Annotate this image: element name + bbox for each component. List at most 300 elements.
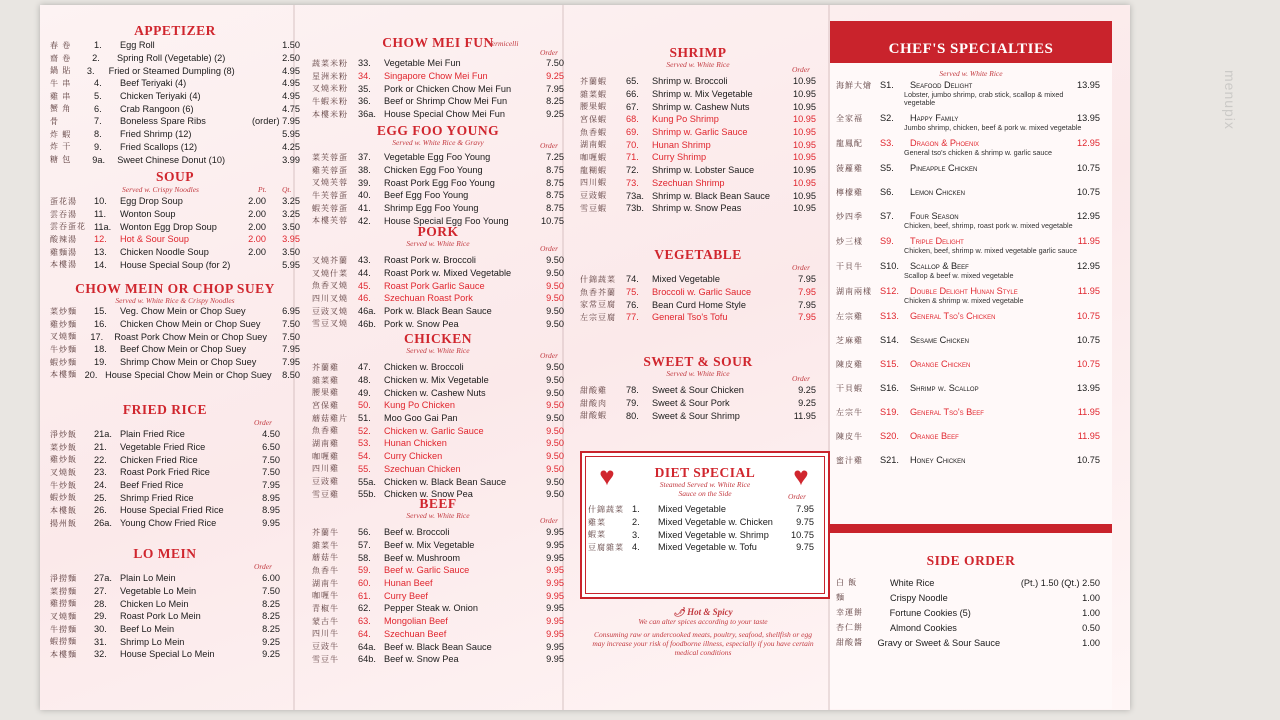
item-number: 65. bbox=[626, 76, 639, 87]
price-quart: 5.95 bbox=[282, 259, 300, 270]
item-number: 47. bbox=[358, 362, 371, 373]
item-name: Young Chow Fried Rice bbox=[120, 518, 217, 529]
item-name: Hunan Beef bbox=[384, 578, 433, 589]
item-name: Vegetable Mei Fun bbox=[384, 58, 461, 69]
item-name: Crispy Noodle bbox=[890, 592, 948, 603]
item-name: Singapore Chow Mei Fun bbox=[384, 71, 488, 82]
item-price: 7.50 bbox=[282, 319, 300, 330]
menu-item-row bbox=[580, 151, 816, 164]
item-price: 4.25 bbox=[282, 141, 300, 152]
appetizer-section bbox=[50, 23, 300, 166]
item-price: 10.75 bbox=[1077, 455, 1100, 465]
menu-item-row bbox=[312, 386, 564, 399]
chinese-name: 魚香蝦 bbox=[580, 127, 607, 137]
chinese-name: 蝦炒飯 bbox=[50, 493, 77, 503]
chinese-name: 魚香牛 bbox=[312, 565, 339, 575]
item-number: 46a. bbox=[358, 306, 376, 317]
item-number: 64a. bbox=[358, 641, 376, 652]
chinese-name: 叉燒麵 bbox=[50, 611, 77, 621]
item-number: 56. bbox=[358, 527, 371, 538]
menu-item-row bbox=[50, 597, 280, 610]
menu-item-row bbox=[580, 409, 816, 422]
menu-item-row bbox=[50, 90, 300, 103]
chinese-name: 雞芙蓉蛋 bbox=[312, 165, 348, 175]
item-name: Roast Pork Chow Mein or Chop Suey bbox=[114, 331, 267, 342]
price-pint: 2.00 bbox=[248, 247, 266, 258]
item-name: Sweet & Sour Chicken bbox=[652, 385, 744, 396]
heart-icon: ♥ bbox=[793, 461, 809, 491]
item-number: 57. bbox=[358, 540, 371, 551]
watermark: menupix bbox=[1222, 70, 1238, 130]
menu-item-row bbox=[50, 39, 300, 52]
item-number: 79. bbox=[626, 398, 639, 409]
chinese-name: 咖喱牛 bbox=[312, 591, 339, 601]
order-label: Order bbox=[540, 351, 559, 360]
item-number: 21a. bbox=[94, 429, 112, 440]
order-label: Order bbox=[540, 141, 559, 150]
menu-item-row bbox=[580, 298, 816, 311]
item-name: Szechuan Shrimp bbox=[652, 177, 725, 188]
item-number: 62. bbox=[358, 603, 371, 614]
item-price: 8.25 bbox=[262, 611, 280, 622]
item-number: 48. bbox=[358, 375, 371, 386]
item-price: 9.50 bbox=[546, 306, 564, 317]
chinese-name: 芝麻雞 bbox=[836, 335, 863, 345]
chinese-name: 甜酸蝦 bbox=[580, 411, 607, 421]
item-name: Mongolian Beef bbox=[384, 616, 448, 627]
item-price: 3.99 bbox=[282, 154, 300, 165]
chinese-name: 牛芙蓉蛋 bbox=[312, 190, 348, 200]
item-name: Shrimp w. Garlic Sauce bbox=[652, 127, 748, 138]
item-price: 8.95 bbox=[262, 492, 280, 503]
menu-item-row bbox=[312, 317, 564, 330]
specialty-item bbox=[830, 358, 1112, 370]
chinese-name: 炸 蝦 bbox=[50, 129, 72, 139]
chowmein-section bbox=[50, 281, 300, 381]
item-name: Roast Pork w. Mixed Vegetable bbox=[384, 268, 512, 279]
item-code: S21. bbox=[880, 455, 899, 465]
item-price: 10.95 bbox=[793, 114, 816, 125]
item-price: 9.50 bbox=[546, 280, 564, 291]
item-number: 71. bbox=[626, 152, 639, 163]
chinese-name: 雪豆蝦 bbox=[580, 203, 607, 213]
item-number: 12. bbox=[94, 234, 107, 245]
item-name: Bean Curd Home Style bbox=[652, 299, 746, 310]
item-number: 58. bbox=[358, 552, 371, 563]
item-number: 5. bbox=[94, 91, 102, 102]
specialty-line bbox=[830, 358, 1112, 370]
chinese-name: 雪豆牛 bbox=[312, 654, 339, 664]
item-number: 76. bbox=[626, 299, 639, 310]
menu-item-row bbox=[312, 267, 564, 280]
order-label: Order bbox=[254, 562, 273, 571]
chinese-name: 菜芙蓉蛋 bbox=[312, 152, 348, 162]
item-price: 9.95 bbox=[546, 565, 564, 576]
sweetsour-section bbox=[580, 354, 816, 422]
item-price: 9.95 bbox=[546, 628, 564, 639]
divider-bar bbox=[830, 524, 1112, 533]
chinese-name: 本樓麵 bbox=[50, 370, 77, 380]
heart-icon: ♥ bbox=[599, 461, 615, 491]
menu-item-row bbox=[312, 564, 564, 577]
specialty-item bbox=[830, 137, 1112, 157]
item-price: 9.95 bbox=[546, 603, 564, 614]
chinese-name: 什錦蔬菜 bbox=[580, 274, 616, 284]
chinese-name: 芥蘭雞 bbox=[312, 362, 339, 372]
specialty-item bbox=[830, 285, 1112, 305]
item-price: 7.50 bbox=[262, 586, 280, 597]
item-number: 77. bbox=[626, 312, 639, 323]
item-code: S16. bbox=[880, 383, 899, 393]
item-name: Beef w. Garlic Sauce bbox=[384, 565, 470, 576]
item-price: 9.95 bbox=[546, 540, 564, 551]
item-number: 35. bbox=[358, 83, 371, 94]
item-price: 10.95 bbox=[793, 76, 816, 87]
chinese-name: 四川牛 bbox=[312, 629, 339, 639]
item-number: 55b. bbox=[358, 489, 376, 500]
chinese-name: 幸運餅 bbox=[836, 608, 863, 617]
item-name: Beef or Shrimp Chow Mei Fun bbox=[384, 96, 508, 107]
item-number: 68. bbox=[626, 114, 639, 125]
item-price: 4.50 bbox=[262, 429, 280, 440]
menu-item-row bbox=[580, 189, 816, 202]
menu-item-row bbox=[50, 368, 300, 381]
item-name: Szechuan Roast Pork bbox=[384, 293, 473, 304]
item-price: 8.75 bbox=[546, 177, 564, 188]
menu-item-row bbox=[312, 399, 564, 412]
item-price: 8.25 bbox=[262, 624, 280, 635]
health-warning: Consuming raw or undercooked meats, poultry, seafood, shellfish or egg may increase your risk of foodborne illness, especially if you have certain medical conditions bbox=[592, 630, 814, 657]
item-price: 7.95 bbox=[262, 480, 280, 491]
item-description: General tso's chicken & shrimp w. garlic sauce bbox=[904, 148, 1052, 157]
section-subtitle: Served w. Crispy Noodles bbox=[122, 185, 199, 194]
item-number: 37. bbox=[358, 152, 371, 163]
chinese-name: 湖南牛 bbox=[312, 578, 339, 588]
menu-item-row bbox=[50, 52, 300, 65]
item-price: 9.50 bbox=[546, 425, 564, 436]
price-quart: 3.25 bbox=[282, 196, 300, 207]
item-name: House Special Soup (for 2) bbox=[120, 259, 231, 270]
chinese-name: 菠蘿雞 bbox=[836, 163, 863, 173]
chinese-name: 淨炒飯 bbox=[50, 429, 77, 439]
item-name: General Tso's Tofu bbox=[652, 312, 728, 323]
item-price: 9.50 bbox=[546, 438, 564, 449]
item-price: 9.95 bbox=[546, 654, 564, 665]
lomein-section bbox=[50, 546, 280, 661]
chinese-name: 檸檬雞 bbox=[836, 187, 863, 197]
item-number: 19. bbox=[94, 357, 107, 368]
item-number: 61. bbox=[358, 590, 371, 601]
item-price: 8.50 bbox=[282, 369, 300, 380]
side-order-row bbox=[836, 635, 1106, 650]
chowmeifun-section bbox=[312, 35, 564, 120]
item-price: 7.50 bbox=[262, 454, 280, 465]
section-title: SOUP bbox=[155, 169, 194, 184]
item-price: 4.95 bbox=[282, 65, 300, 76]
menu-item-row bbox=[50, 102, 300, 115]
menu-item-row bbox=[312, 653, 564, 666]
chinese-name: 淨撈麵 bbox=[50, 573, 77, 583]
item-price: 9.50 bbox=[546, 463, 564, 474]
price-pint: 2.00 bbox=[248, 234, 266, 245]
section-title: LO MEIN bbox=[133, 546, 197, 561]
chinese-name: 四川叉燒 bbox=[312, 293, 348, 303]
item-name: Plain Fried Rice bbox=[120, 429, 185, 440]
item-name: Szechuan Chicken bbox=[384, 463, 461, 474]
menu-item-row bbox=[312, 450, 564, 463]
chinese-name: 咖喱蝦 bbox=[580, 152, 607, 162]
item-number: 50. bbox=[358, 400, 371, 411]
item-name: Broccoli w. Garlic Sauce bbox=[652, 287, 752, 298]
chinese-name: 雲吞蛋花 bbox=[50, 222, 86, 232]
item-name: Beef Teriyaki (4) bbox=[120, 78, 187, 89]
item-number: 22. bbox=[94, 454, 107, 465]
item-price: 10.95 bbox=[793, 101, 816, 112]
item-name: Curry Chicken bbox=[384, 451, 443, 462]
item-number: 4. bbox=[632, 542, 640, 553]
menu-sheet bbox=[40, 5, 1130, 710]
item-number: 1. bbox=[632, 504, 640, 515]
item-price: 7.95 bbox=[546, 83, 564, 94]
item-price: (Pt.) 1.50 (Qt.) 2.50 bbox=[1020, 577, 1100, 588]
item-number: 31. bbox=[94, 636, 107, 647]
item-number: 63. bbox=[358, 616, 371, 627]
item-number: 73b. bbox=[626, 203, 644, 214]
item-number: 69. bbox=[626, 127, 639, 138]
item-price: 9.95 bbox=[262, 518, 280, 529]
section-title: CHEF'S SPECIALTIES bbox=[888, 41, 1054, 57]
chinese-name: 蝦芙蓉蛋 bbox=[312, 203, 348, 213]
order-label: Order bbox=[540, 516, 559, 525]
menu-item-row bbox=[312, 292, 564, 305]
item-price: 11.95 bbox=[1077, 286, 1100, 296]
item-number: 66. bbox=[626, 89, 639, 100]
item-name: House Special Lo Mein bbox=[120, 649, 215, 660]
menu-item-row bbox=[580, 138, 816, 151]
order-label: Order bbox=[788, 492, 807, 501]
item-name: Vegetable Egg Foo Young bbox=[384, 152, 491, 163]
item-code: S12. bbox=[880, 286, 899, 296]
menu-item-row bbox=[580, 88, 816, 101]
item-number: 25. bbox=[94, 492, 107, 503]
price-quart: 3.50 bbox=[282, 247, 300, 258]
menu-item-row bbox=[312, 57, 564, 70]
section-subtitle: Served w. White Rice bbox=[939, 69, 1003, 78]
item-price: 8.25 bbox=[262, 598, 280, 609]
item-number: 16. bbox=[94, 319, 107, 330]
item-code: S20. bbox=[880, 431, 899, 441]
item-price: 7.95 bbox=[282, 344, 300, 355]
item-description: Lobster, jumbo shrimp, crab stick, scallop & mixed vegetable bbox=[904, 90, 1064, 107]
chinese-name: 青椒牛 bbox=[312, 603, 339, 613]
item-price: 10.95 bbox=[793, 139, 816, 150]
item-price: 10.75 bbox=[1077, 163, 1100, 173]
item-price: 2.50 bbox=[282, 53, 301, 64]
section-title: CHOW MEI FUN bbox=[382, 35, 494, 50]
order-label: Order bbox=[254, 418, 273, 427]
item-name: Shrimp Fried Rice bbox=[120, 492, 194, 503]
item-name: Hunan Chicken bbox=[384, 438, 447, 449]
section-title: SIDE ORDER bbox=[926, 553, 1016, 568]
chinese-name: 蝦炒麵 bbox=[50, 357, 77, 367]
item-name: Chicken w. Broccoli bbox=[384, 362, 464, 373]
section-title: BEEF bbox=[419, 496, 457, 511]
footnote bbox=[588, 608, 818, 657]
chinese-name: 雞麵湯 bbox=[50, 247, 77, 257]
item-price: 9.50 bbox=[546, 489, 564, 500]
item-number: 11a. bbox=[94, 221, 112, 232]
item-number: 34. bbox=[358, 71, 371, 82]
item-price: 12.95 bbox=[1077, 211, 1100, 221]
item-number: 46b. bbox=[358, 318, 376, 329]
item-number: 27. bbox=[94, 586, 107, 597]
menu-item-row bbox=[312, 577, 564, 590]
specialty-item bbox=[830, 430, 1112, 442]
item-number: 18. bbox=[94, 344, 107, 355]
chinese-name: 四川蝦 bbox=[580, 178, 607, 188]
item-name: Kung Po Shrimp bbox=[652, 114, 719, 125]
item-name: Beef w. Broccoli bbox=[384, 527, 450, 538]
chinese-name: 蘑菇雞片 bbox=[312, 413, 348, 423]
item-number: 52. bbox=[358, 425, 371, 436]
chinese-name: 四川雞 bbox=[312, 464, 339, 474]
item-name: Orange Chicken bbox=[910, 359, 971, 369]
section-subtitle: Served w. White Rice & Gravy bbox=[392, 138, 484, 147]
item-name: Roast Pork Garlic Sauce bbox=[384, 280, 485, 291]
item-price: 1.00 bbox=[1082, 607, 1100, 618]
item-price: 7.50 bbox=[262, 467, 280, 478]
specialty-item bbox=[830, 186, 1112, 198]
item-number: 3. bbox=[86, 65, 95, 76]
item-number: 13. bbox=[94, 247, 107, 258]
section-subtitle: Vermicelli bbox=[488, 39, 519, 48]
item-number: 59. bbox=[358, 565, 371, 576]
menu-item-row bbox=[312, 82, 564, 95]
chinese-name: 雞菜 bbox=[588, 517, 606, 527]
chinese-name: 豆豉雞 bbox=[312, 477, 339, 487]
menu-item-row bbox=[312, 164, 564, 177]
item-number: 15. bbox=[94, 306, 107, 317]
item-price: 11.95 bbox=[793, 410, 816, 421]
col-label: Qt. bbox=[282, 185, 292, 194]
chinese-name: 星洲米粉 bbox=[312, 71, 348, 81]
price-pint: 2.00 bbox=[248, 221, 266, 232]
item-name: House Special Chow Mei Fun bbox=[384, 109, 506, 120]
item-list bbox=[50, 572, 280, 661]
item-price: 9.95 bbox=[546, 527, 564, 538]
item-name: Roast Pork Lo Mein bbox=[120, 611, 201, 622]
chinese-name: 豆腐雜菜 bbox=[588, 542, 624, 552]
item-name: Egg Roll bbox=[120, 40, 155, 51]
item-description: Jumbo shrimp, chicken, beef & pork w. mixed vegetable bbox=[904, 123, 1082, 132]
item-number: 7. bbox=[94, 116, 102, 127]
item-name: Beef w. Black Bean Sauce bbox=[384, 641, 492, 652]
specialty-line bbox=[830, 310, 1112, 322]
section-subtitle: Served w. White Rice bbox=[666, 369, 730, 378]
item-name: Lemon Chicken bbox=[910, 187, 965, 197]
item-name: Veg. Chow Mein or Chop Suey bbox=[120, 306, 246, 317]
item-name: Fried or Steamed Dumpling (8) bbox=[108, 65, 235, 76]
item-name: Honey Chicken bbox=[910, 455, 966, 465]
item-price: 1.00 bbox=[1082, 637, 1100, 648]
item-name: Chicken Chow Mein or Chop Suey bbox=[120, 319, 261, 330]
section-title: SWEET & SOUR bbox=[643, 354, 753, 369]
item-number: 44. bbox=[358, 268, 371, 279]
item-price: 7.95 bbox=[796, 504, 814, 515]
item-number: 6. bbox=[94, 103, 102, 114]
menu-item-row bbox=[312, 437, 564, 450]
item-list bbox=[580, 75, 816, 215]
item-number: 1. bbox=[94, 40, 102, 51]
item-list bbox=[312, 526, 564, 666]
item-name: Shrimp Chow Mein or Chop Suey bbox=[120, 357, 257, 368]
item-code: S15. bbox=[880, 359, 899, 369]
section-subtitle: Served w. White Rice & Crispy Noodles bbox=[115, 296, 235, 305]
item-name: Chicken Fried Rice bbox=[120, 454, 198, 465]
menu-item-row bbox=[50, 77, 300, 90]
item-price: 7.50 bbox=[282, 331, 300, 342]
menu-item-row bbox=[50, 623, 280, 636]
item-number: 20. bbox=[84, 369, 98, 380]
menu-item-row bbox=[580, 273, 816, 286]
item-name: Shrimp w. Snow Peas bbox=[652, 203, 742, 214]
menu-item-row bbox=[312, 551, 564, 564]
menu-item-row bbox=[312, 640, 564, 653]
item-name: Pineapple Chicken bbox=[910, 163, 978, 173]
menu-item-row bbox=[50, 141, 300, 154]
chinese-name: 甜酸肉 bbox=[580, 398, 607, 408]
item-price: 9.95 bbox=[546, 578, 564, 589]
item-price: 9.50 bbox=[546, 451, 564, 462]
item-number: 30. bbox=[94, 624, 107, 635]
section-subtitle: Served w. White Rice bbox=[406, 239, 470, 248]
item-name: Sesame Chicken bbox=[910, 335, 969, 345]
item-name: Pork or Chicken Chow Mei Fun bbox=[384, 83, 512, 94]
chinese-name: 豆豉叉燒 bbox=[312, 306, 348, 316]
chinese-name: 左宗豆腐 bbox=[580, 312, 616, 322]
menu-item-row bbox=[50, 648, 280, 661]
item-number: 4. bbox=[94, 78, 102, 89]
item-price: 10.95 bbox=[793, 152, 816, 163]
menu-item-row bbox=[312, 615, 564, 628]
item-number: 70. bbox=[626, 139, 639, 150]
menu-item-row bbox=[312, 189, 564, 202]
item-name: Shrimp w. Scallop bbox=[910, 383, 979, 393]
item-price: 9.50 bbox=[546, 400, 564, 411]
menu-item-row bbox=[312, 151, 564, 164]
shrimp-section bbox=[580, 45, 816, 215]
item-price: 1.00 bbox=[1082, 592, 1100, 603]
item-code: S10. bbox=[880, 261, 899, 271]
item-name: Chicken Egg Foo Young bbox=[384, 165, 483, 176]
item-name: Double Delight Hunan Style bbox=[910, 286, 1018, 296]
chinese-name: 龍糊蝦 bbox=[580, 165, 607, 175]
item-name: Happy Family bbox=[910, 113, 959, 123]
item-code: S19. bbox=[880, 407, 899, 417]
section-subtitle: Served w. White Rice bbox=[406, 511, 470, 520]
section-title: EGG FOO YOUNG bbox=[376, 123, 500, 138]
item-name: Fortune Cookies (5) bbox=[889, 607, 971, 618]
item-list bbox=[50, 195, 300, 271]
item-number: 78. bbox=[626, 385, 639, 396]
item-name: Shrimp w. Cashew Nuts bbox=[652, 101, 750, 112]
menu-item-row bbox=[312, 412, 564, 425]
item-number: 51. bbox=[358, 413, 371, 424]
item-price: 9.50 bbox=[546, 318, 564, 329]
chinese-name: 什錦蔬菜 bbox=[588, 504, 624, 514]
menu-item-row bbox=[312, 602, 564, 615]
item-name: Shrimp Egg Foo Young bbox=[384, 203, 479, 214]
